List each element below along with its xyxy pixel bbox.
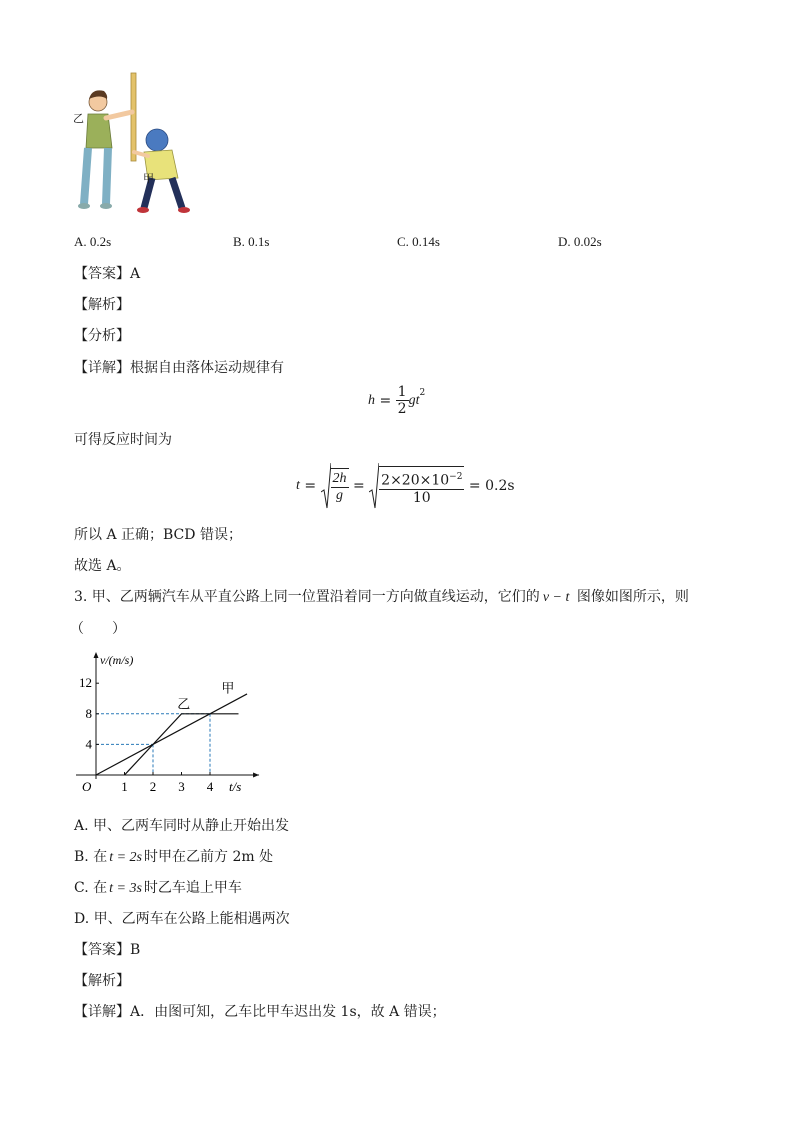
option-a: A. 0.2s <box>74 234 112 249</box>
person-yi-legs <box>84 148 108 204</box>
formula-half-num: 1 <box>397 384 407 400</box>
person-yi-shoe <box>78 203 90 209</box>
person-jia-shoe <box>178 207 190 213</box>
sqrt-1 <box>321 462 349 510</box>
option-b: B. 0.1s <box>233 234 270 249</box>
reaction-time-illustration <box>72 70 192 215</box>
y-tick-label: 12 <box>79 675 92 691</box>
q3-option-c-math: t = 3s <box>109 881 142 896</box>
sqrt2-den: 10 <box>412 489 431 506</box>
formula-half-den: 2 <box>397 401 407 417</box>
q3-stem <box>74 587 689 608</box>
formula-exp: 2 <box>419 387 426 398</box>
q3-stem-math: v − t <box>542 590 570 605</box>
person-yi-arm <box>106 112 132 118</box>
label-yi: 乙 <box>73 112 84 125</box>
x-tick-label: 3 <box>178 779 185 794</box>
y-axis-label: v/(m/s) <box>100 653 134 667</box>
fenxi-label: 【分析】 <box>74 328 130 344</box>
conclusion-text: 所以 A 正确；BCD 错误； <box>74 527 242 543</box>
option-c: C. 0.14s <box>397 234 440 249</box>
then-text: 可得反应时间为 <box>74 432 172 448</box>
series-label-jia: 甲 <box>221 681 235 697</box>
jiexi-label: 【解析】 <box>74 297 130 313</box>
formula-free-fall <box>368 384 425 417</box>
sqrt2-num-exp: −2 <box>449 472 463 483</box>
q3-jiexi: 【解析】 <box>74 973 130 989</box>
formula-t: t <box>296 478 300 493</box>
q3-option-d: D. 甲、乙两车在公路上能相遇两次 <box>74 911 290 927</box>
series-line-0 <box>96 694 247 775</box>
q3-option-c-pre: C. 在 <box>74 880 108 896</box>
formula-reaction-time <box>296 462 515 510</box>
q3-option-b <box>74 847 273 868</box>
option-d: D. 0.02s <box>558 234 602 249</box>
q3-stem-after: 图像如图所示，则 <box>572 589 689 605</box>
detail-text: 【详解】根据自由落体运动规律有 <box>74 360 284 376</box>
y-tick-label: 8 <box>85 705 92 721</box>
choose-text: 故选 A。 <box>74 558 131 574</box>
q3-option-b-post: 时甲在乙前方 2m 处 <box>144 849 274 865</box>
q3-option-b-math: t = 2s <box>109 850 142 865</box>
vt-chart <box>66 648 266 803</box>
ruler <box>131 73 136 161</box>
person-yi-shoe <box>100 203 112 209</box>
formula2-result: = 0.2s <box>464 478 515 494</box>
q3-stem-before: 3. 甲、乙两辆汽车从平直公路上同一位置沿着同一方向做直线运动，它们的 <box>74 589 540 605</box>
q3-option-b-pre: B. 在 <box>74 849 108 865</box>
q3-option-a: A. 甲、乙两车同时从静止开始出发 <box>74 818 290 834</box>
sqrt1-den: g <box>336 488 344 503</box>
q3-paren: （ ） <box>70 621 126 637</box>
q3-option-c-post: 时乙车追上甲车 <box>143 880 242 896</box>
sqrt-2 <box>369 462 464 510</box>
sqrt-sign-icon <box>369 462 379 510</box>
origin-label: O <box>82 779 92 794</box>
sqrt1-num: 2h <box>332 471 347 486</box>
x-axis-arrow <box>253 773 259 778</box>
formula2-eq: = <box>299 478 321 494</box>
person-jia-head <box>146 129 168 151</box>
formula-eq: = <box>375 392 396 409</box>
formula-half <box>396 384 409 417</box>
sqrt-sign-icon <box>321 462 331 510</box>
formula-h: h <box>368 392 375 408</box>
q3-detail: 【详解】A．由图可知，乙车比甲车迟出发 1s，故 A 错误； <box>74 1004 446 1020</box>
series-label-yi: 乙 <box>177 697 191 713</box>
x-tick-label: 4 <box>206 779 214 794</box>
x-axis-label: t/s <box>229 779 242 794</box>
x-tick-label: 1 <box>121 779 128 794</box>
y-axis-arrow <box>94 652 99 658</box>
formula2-eq2: = <box>348 478 370 494</box>
sqrt2-num <box>379 469 464 490</box>
answer-label: 【答案】A <box>74 266 141 282</box>
x-tick-label: 2 <box>149 779 157 794</box>
formula-gt: gt <box>408 392 420 408</box>
q3-option-c <box>74 878 242 899</box>
label-jia: 甲 <box>143 172 154 185</box>
person-jia-shoe <box>137 207 149 213</box>
sqrt2-num-base: 2×20×10 <box>381 472 450 489</box>
q3-answer: 【答案】B <box>74 942 141 958</box>
y-tick-label: 4 <box>85 736 92 752</box>
